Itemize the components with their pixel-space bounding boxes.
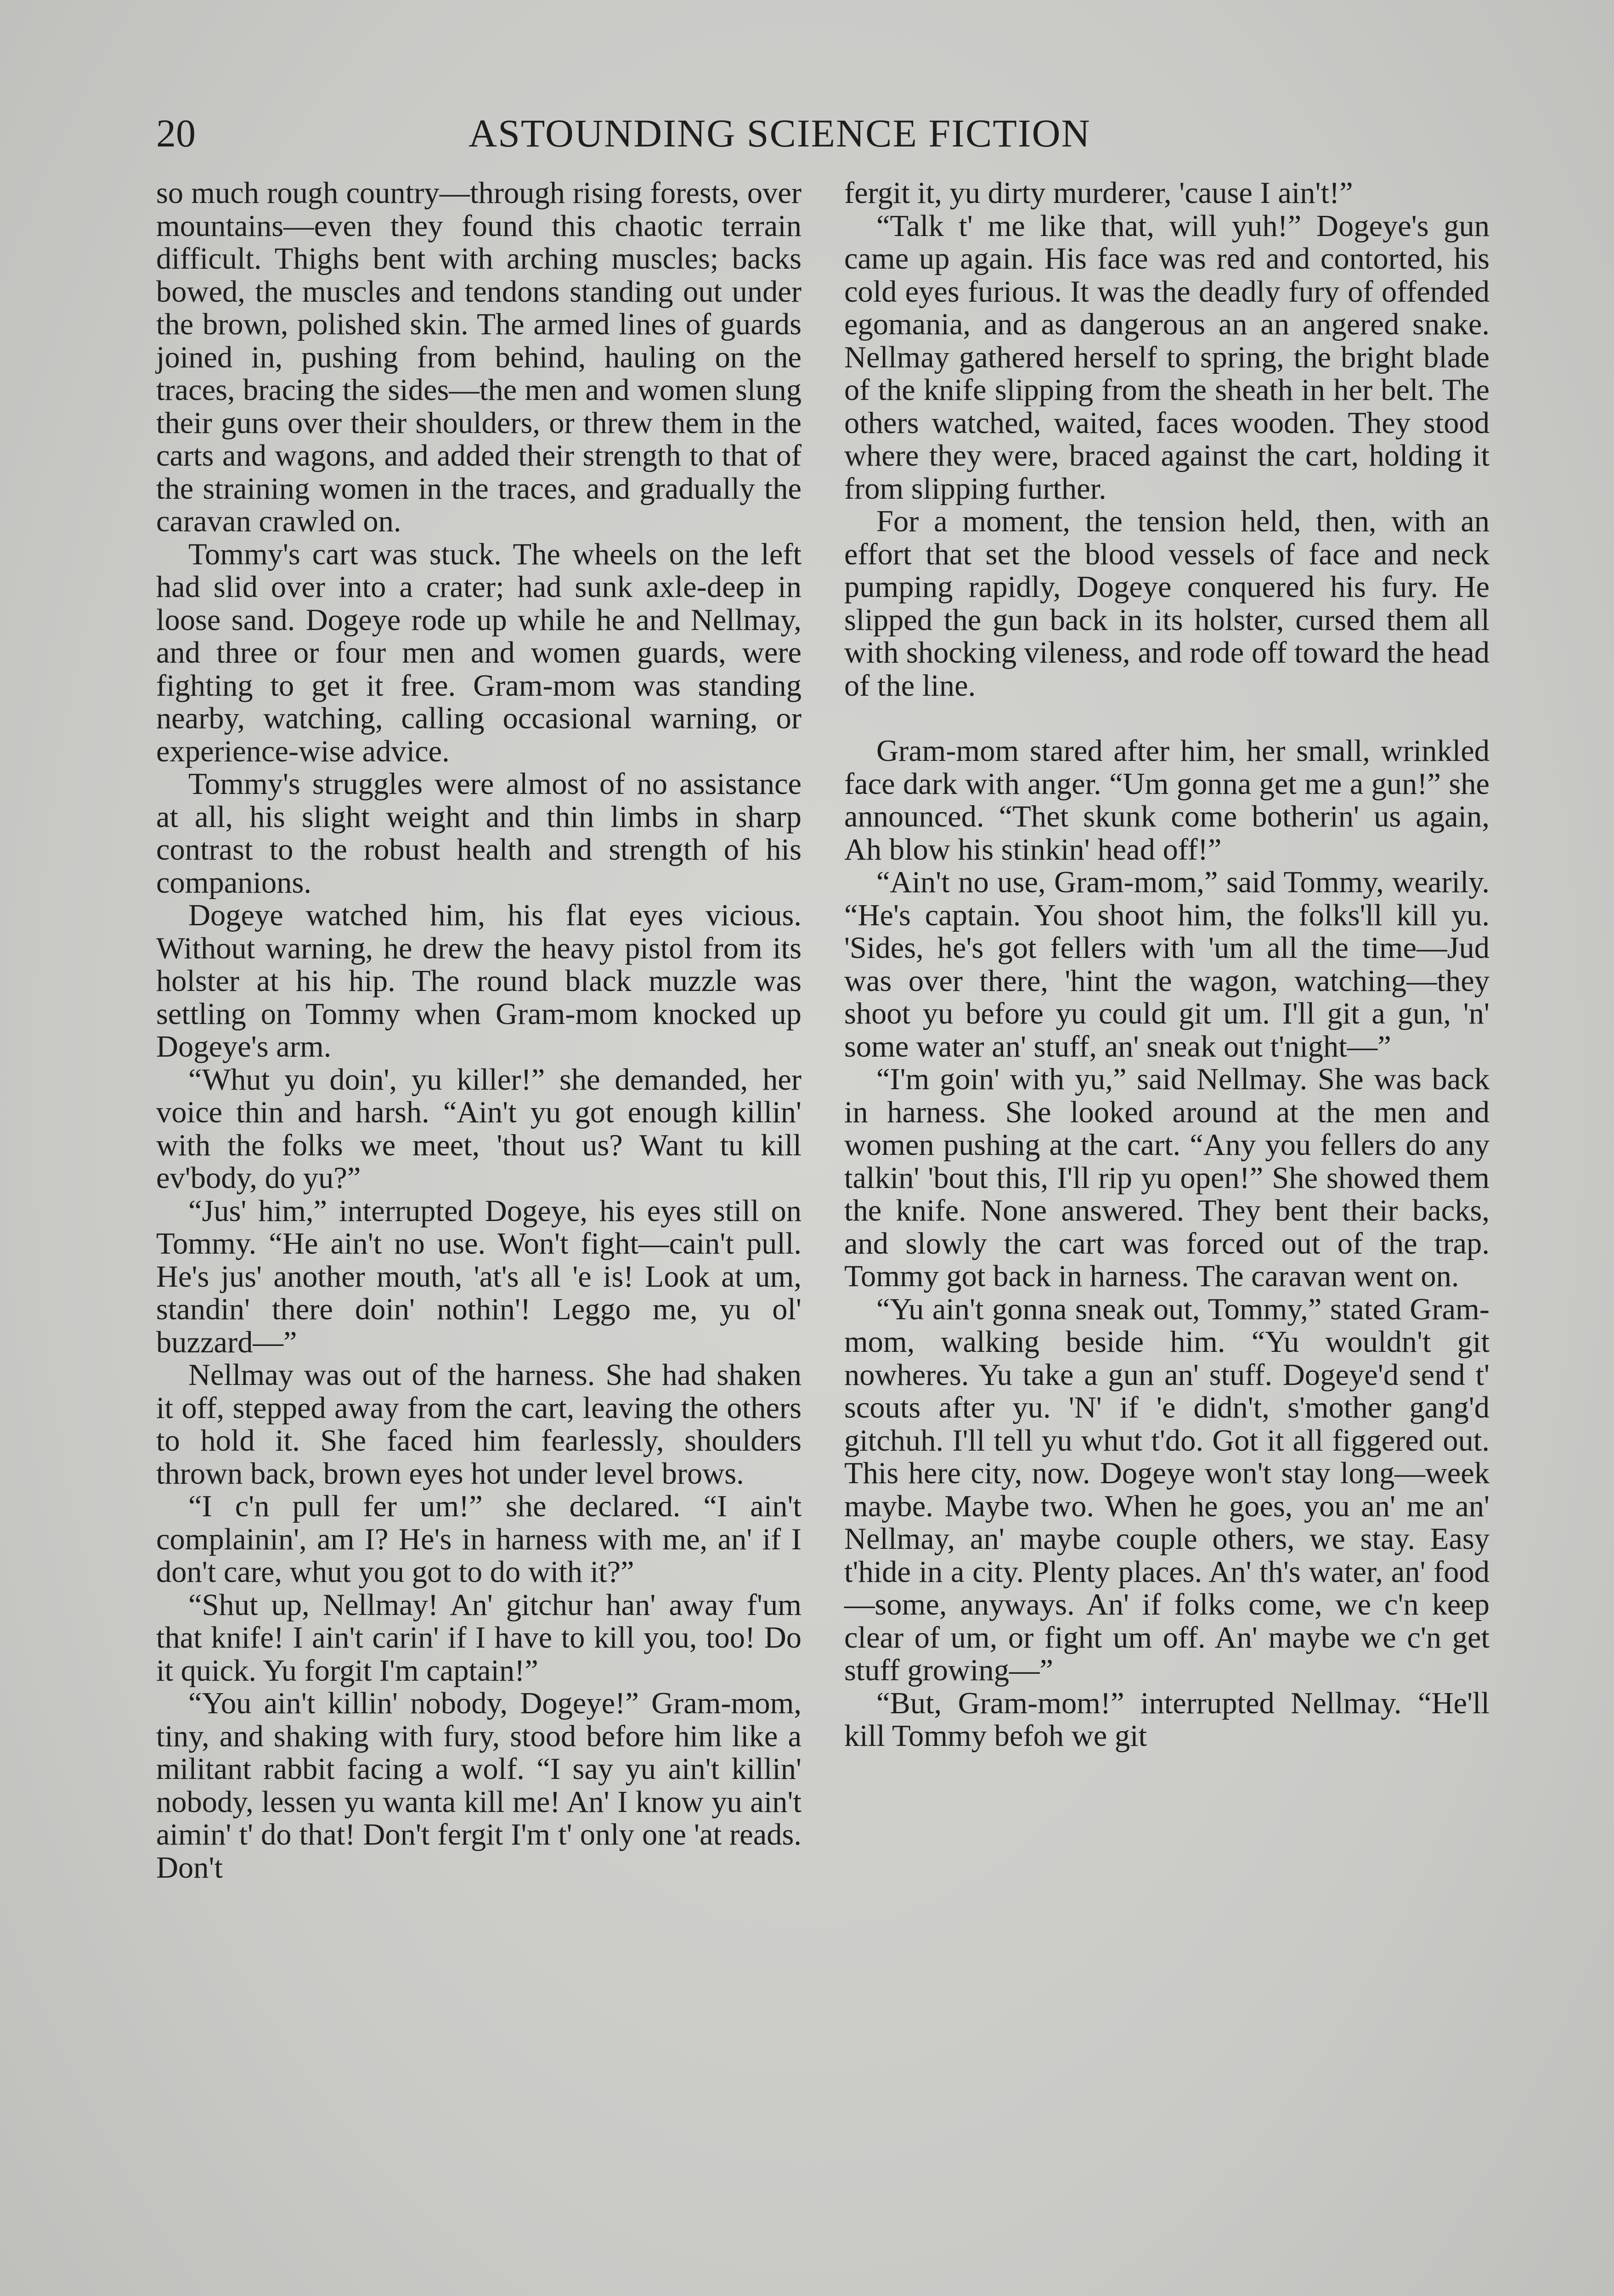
running-title: ASTOUNDING SCIENCE FICTION	[468, 111, 1091, 155]
left-column	[156, 177, 801, 1884]
paragraph: fergit it, yu dirty murderer, 'cause I ain't!”	[844, 176, 1353, 210]
paragraph: “Talk t' me like that, will yuh!” Dogeye's gun came up again. His face was red and contorted, his cold eyes furious. It was the deadly fury of offended egomania, and as dangerous an an angered snake. Nellmay gathered herself to spring, the bright blade of the knife slipping from the sheath in her belt. The others watched, waited, faces wooden. They stood where they were, braced against the cart, holding it from slipping further.	[844, 209, 1490, 506]
page-number: 20	[156, 111, 196, 155]
paragraph: “Jus' him,” interrupted Dogeye, his eyes still on Tommy. “He ain't no use. Won't fight—cain't pull. He's jus' another mouth, 'at's all 'e is! Look at um, standin' there doin' nothin'! Leggo me, yu ol' buzzard—”	[156, 1194, 801, 1359]
paragraph: Tommy's struggles were almost of no assistance at all, his slight weight and thin limbs in sharp contrast to the robust health and strength of his companions.	[156, 767, 801, 900]
paragraph: “Whut yu doin', yu killer!” she demanded, her voice thin and harsh. “Ain't yu got enough killin' with the folks we meet, 'thout us? Want tu kill ev'body, do yu?”	[156, 1063, 801, 1195]
paragraph: “Ain't no use, Gram-mom,” said Tommy, wearily. “He's captain. You shoot him, the folks'll kill yu. 'Sides, he's got fellers with 'um all the time—Jud was over there, 'hint the wagon, watching—they shoot yu before yu could git um. I'll git a gun, 'n' some water an' stuff, an' sneak out t'night—”	[844, 866, 1490, 1064]
right-column	[844, 177, 1490, 1753]
page-header	[156, 108, 1488, 158]
paragraph: For a moment, the tension held, then, with an effort that set the blood vessels of face and neck pumping rapidly, Dogeye conquered his fury. He slipped the gun back in its holster, cursed them all with shocking vileness, and rode off toward the head of the line.	[844, 505, 1490, 703]
paragraph: “Yu ain't gonna sneak out, Tommy,” stated Gram-mom, walking beside him. “Yu wouldn't git nowheres. Yu take a gun an' stuff. Dogeye'd send t' scouts after yu. 'N' if 'e didn't, s'mother gang'd gitchuh. I'll tell yu whut t'do. Got it all figgered out. This here city, now. Dogeye won't stay long—week maybe. Maybe two. When he goes, you an' me an' Nellmay, an' maybe couple others, we stay. Easy t'hide in a city. Plenty places. An' th's water, an' food—some, anyways. An' if folks come, we c'n keep clear of um, or fight um off. An' maybe we c'n get stuff growing—”	[844, 1292, 1490, 1687]
paragraph: Nellmay was out of the harness. She had shaken it off, stepped away from the cart, leaving the others to hold it. She faced him fearlessly, shoulders thrown back, brown eyes hot under level brows.	[156, 1358, 801, 1491]
paragraph: Tommy's cart was stuck. The wheels on the left had slid over into a crater; had sunk axle-deep in loose sand. Dogeye rode up while he and Nellmay, and three or four men and women guards, were fighting to get it free. Gram-mom was standing nearby, watching, calling occasional warning, or experience-wise advice.	[156, 537, 801, 768]
paragraph: “I'm goin' with yu,” said Nellmay. She was back in harness. She looked around at the men and women pushing at the cart. “Any you fellers do any talkin' 'bout this, I'll rip yu open!” She showed them the knife. None answered. They bent their backs, and slowly the cart was forced out of the trap. Tommy got back in harness. The caravan went on.	[844, 1063, 1490, 1293]
paragraph: Dogeye watched him, his flat eyes vicious. Without warning, he drew the heavy pistol from its holster at his hip. The round black muzzle was settling on Tommy when Gram-mom knocked up Dogeye's arm.	[156, 899, 801, 1064]
paragraph: Gram-mom stared after him, her small, wrinkled face dark with anger. “Um gonna get me a gun!” she announced. “Thet skunk come botherin' us again, Ah blow his stinkin' head off!”	[844, 734, 1490, 867]
paragraph: “But, Gram-mom!” interrupted Nellmay. “He'll kill Tommy befoh we git	[844, 1686, 1490, 1753]
paragraph: so much rough country—through rising forests, over mountains—even they found this chaotic terrain difficult. Thighs bent with arching muscles; backs bowed, the muscles and tendons standing out under the brown, polished skin. The armed lines of guards joined in, pushing from behind, hauling on the traces, bracing the sides—the men and women slung their guns over their shoulders, or threw them in the carts and wagons, and added their strength to that of the straining women in the traces, and gradually the caravan crawled on.	[156, 176, 801, 538]
paragraph: “You ain't killin' nobody, Dogeye!” Gram-mom, tiny, and shaking with fury, stood before him like a militant rabbit facing a wolf. “I say yu ain't killin' nobody, lessen yu wanta kill me! An' I know yu ain't aimin' t' do that! Don't fergit I'm t' only one 'at reads. Don't	[156, 1687, 801, 1885]
paragraph: “Shut up, Nellmay! An' gitchur han' away f'um that knife! I ain't carin' if I have to kill you, too! Do it quick. Yu forgit I'm captain!”	[156, 1588, 801, 1688]
paragraph: “I c'n pull fer um!” she declared. “I ain't complainin', am I? He's in harness with me, an' if I don't care, whut you got to do with it?”	[156, 1490, 801, 1589]
